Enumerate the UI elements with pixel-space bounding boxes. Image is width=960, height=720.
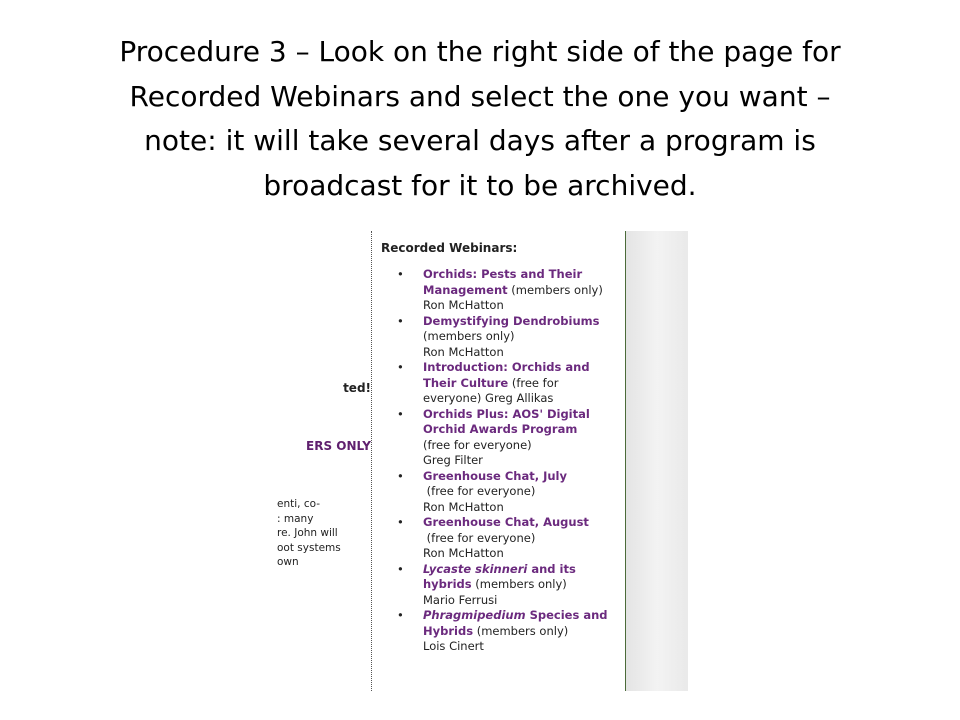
webinar-item	[381, 360, 621, 407]
webinar-line	[423, 438, 621, 454]
webinar-item	[381, 267, 621, 314]
webinar-detail: (free for	[508, 375, 559, 390]
bullet-icon: •	[397, 468, 404, 483]
bullet-icon: •	[397, 313, 404, 328]
slide-title-line: note: it will take several days after a program is	[144, 124, 816, 157]
webinar-link[interactable]	[423, 562, 527, 576]
webinar-detail: (free for everyone)	[423, 437, 532, 452]
webinar-detail: (free for everyone)	[423, 530, 536, 545]
webinar-item	[381, 407, 621, 469]
webinar-detail: (members only)	[507, 282, 603, 297]
bullet-icon: •	[397, 515, 404, 529]
body-text-line: own	[277, 556, 299, 568]
webinar-line	[423, 407, 621, 423]
bullet-icon: •	[397, 561, 404, 576]
webinar-link[interactable]: Orchids Plus: AOS' Digital	[423, 406, 590, 421]
webinar-line	[423, 639, 621, 655]
webinar-link[interactable]: Orchids: Pests and Their	[423, 267, 583, 281]
webinar-link[interactable]: Introduction: Orchids and	[423, 360, 590, 374]
recorded-webinars-sidebar	[381, 241, 621, 655]
webinar-link[interactable]: Species and	[525, 608, 608, 622]
column-divider	[371, 231, 372, 691]
webinar-line	[423, 453, 621, 469]
webinar-detail: (members only)	[471, 577, 567, 591]
webinar-link[interactable]: Orchid Awards Program	[423, 422, 578, 436]
webinar-line	[423, 515, 621, 531]
webinar-detail: Ron McHatton	[423, 298, 504, 312]
webinar-link[interactable]: Management	[423, 282, 508, 297]
section-heading-fragment: ted!	[343, 381, 371, 395]
webinar-detail: everyone) Greg Allikas	[423, 391, 554, 405]
webinar-item	[381, 608, 621, 655]
webinar-line	[423, 500, 621, 516]
slide-title-line: broadcast for it to be archived.	[263, 168, 697, 202]
webinar-line	[423, 298, 621, 314]
webinar-line	[423, 469, 621, 485]
webinar-link[interactable]: Demystifying Dendrobiums	[423, 313, 600, 328]
bullet-icon: •	[397, 267, 404, 281]
webinar-detail: Greg Filter	[423, 453, 483, 467]
webinar-detail: Ron McHatton	[423, 546, 504, 560]
webinar-detail: Lois Cinert	[423, 639, 484, 653]
webinar-line	[423, 376, 621, 392]
webinar-item	[381, 469, 621, 516]
webinar-line	[423, 345, 621, 361]
webinar-line	[423, 422, 621, 438]
main-content-column	[248, 231, 371, 691]
body-text-line: : many	[277, 512, 314, 525]
body-text-line: oot systems	[277, 541, 341, 554]
webinar-detail: (members only)	[473, 623, 569, 638]
webinar-link-italic: Lycaste skinneri	[423, 561, 528, 576]
webinar-line	[423, 577, 621, 593]
webinar-line	[423, 624, 621, 640]
webinar-list	[381, 267, 621, 655]
bullet-icon: •	[397, 406, 404, 421]
webinar-item	[381, 515, 621, 562]
webinar-detail: Ron McHatton	[423, 344, 504, 359]
webinar-link[interactable]: Their Culture	[423, 375, 509, 390]
page-edge-bar	[625, 231, 688, 691]
body-text-line: re. John will	[277, 527, 338, 539]
webinar-detail: Ron McHatton	[423, 499, 504, 514]
webinar-line	[423, 546, 621, 562]
slide-title	[60, 30, 900, 208]
body-text-line: enti, co-	[277, 498, 321, 510]
webinar-detail: (free for everyone)	[423, 484, 536, 498]
webinar-link-italic: Phragmipedium	[423, 608, 526, 622]
webinar-detail: Mario Ferrusi	[423, 592, 498, 607]
webinar-item	[381, 314, 621, 361]
webpage-screenshot	[248, 231, 688, 691]
webinar-link[interactable]	[423, 608, 526, 622]
slide-title-line: Procedure 3 – Look on the right side of the page for	[119, 35, 841, 68]
webinar-link[interactable]: Greenhouse Chat, July	[423, 468, 567, 483]
webinar-link[interactable]: Greenhouse Chat, August	[423, 515, 589, 529]
webinar-item	[381, 562, 621, 609]
webinar-line	[423, 360, 621, 376]
webinar-detail: (members only)	[423, 329, 515, 343]
webinar-line	[423, 314, 621, 330]
webinar-line	[423, 593, 621, 609]
webinar-line	[423, 608, 621, 624]
webinar-link[interactable]: hybrids	[423, 577, 472, 591]
webinar-line	[423, 283, 621, 299]
webinar-line	[423, 391, 621, 407]
members-only-fragment: ERS ONLY	[306, 439, 371, 453]
bullet-icon: •	[397, 608, 404, 622]
slide-title-line: Recorded Webinars and select the one you want –	[129, 79, 831, 113]
webinar-link[interactable]: and its	[527, 561, 576, 576]
bullet-icon: •	[397, 360, 404, 374]
webinar-line	[423, 531, 621, 547]
webinar-line	[423, 329, 621, 345]
webinar-line	[423, 562, 621, 578]
webinar-line	[423, 484, 621, 500]
recorded-webinars-heading: Recorded Webinars:	[381, 241, 518, 255]
webinar-line	[423, 267, 621, 283]
webinar-link[interactable]: Hybrids	[423, 623, 474, 638]
body-text-fragment	[277, 497, 341, 570]
